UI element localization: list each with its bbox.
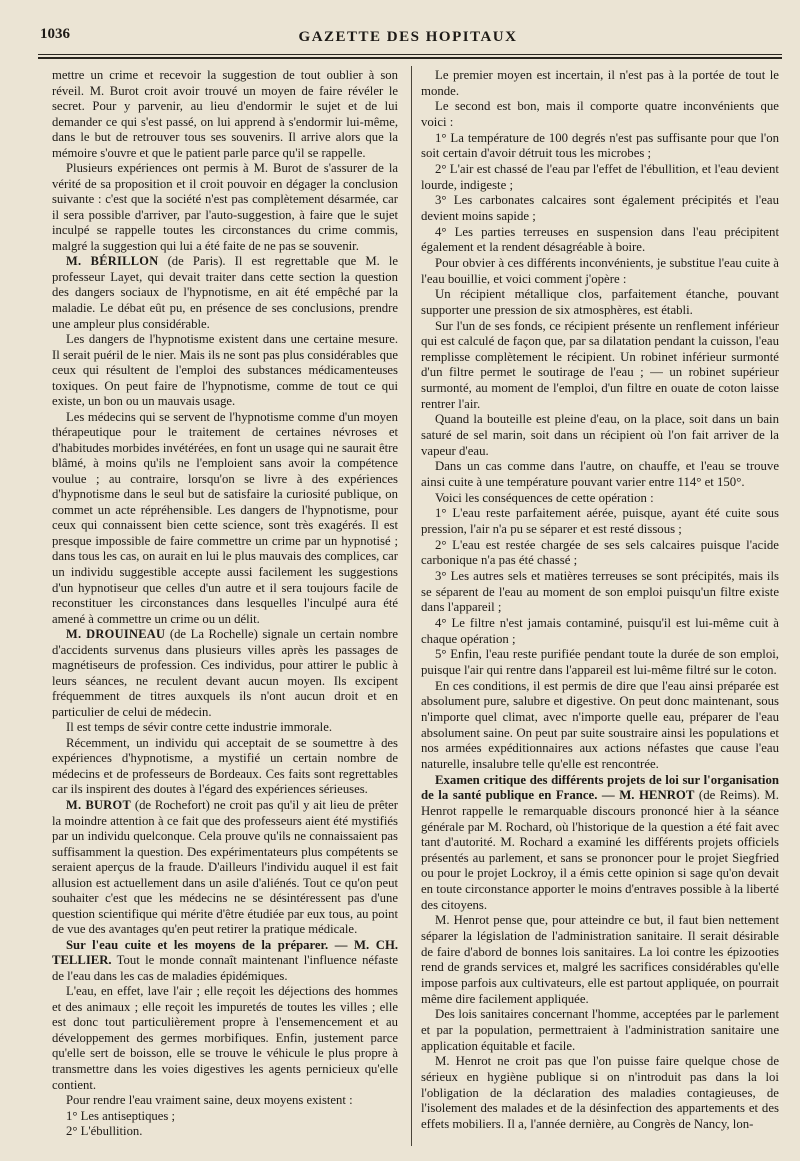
- speaker-name: M. BUROT: [66, 797, 132, 812]
- list-item: 1° Les antiseptiques ;: [66, 1108, 176, 1123]
- paragraph: Dans un cas comme dans l'autre, on chauffe, et l'eau se trouve ainsi cuite à une température pouvant varier entre 114° et 150°.: [421, 459, 779, 490]
- paragraph: [421, 773, 779, 914]
- list-item: 4° Les parties terreuses en suspension dans l'eau précipitent également et la rendent désagréable à boire.: [421, 224, 779, 255]
- page-header: [38, 26, 778, 56]
- paragraph: L'eau, en effet, lave l'air ; elle reçoit les déjections des hommes et des animaux ; elle reçoit les impuretés de toutes les villes ; elle est donc tout particulièrement propre à l'ensemencement et au développement des germes morbifiques. Enfin, justement parce qu'elle sert de boisson, elle se trouve le véhicule le plus propre à transmettre dans les voies digestives les agents pernicieux qu'elle contient.: [52, 984, 398, 1092]
- paragraph: Récemment, un individu qui acceptait de se soumettre à des expériences d'hypnotisme, a mystifié un certain nombre de médecins et de professeurs de Bordeaux. Ces faits sont regrettables car ils inspirent des doutes à l'égard des expériences sérieuses.: [52, 735, 398, 797]
- paragraph: Le second est bon, mais il comporte quatre inconvénients que voici :: [421, 99, 779, 129]
- paragraph: [52, 798, 398, 938]
- paragraph: Plusieurs expériences ont permis à M. Burot de s'assurer de la vérité de sa proposition et il croit pouvoir en dégager la conclusion suivante : c'est que la société n'est pas complètement désarmée, car il sera possible d'arriver, par l'auto-suggestion, à faire que le sujet inculpé se rappelle toutes les circonstances du crime commis, malgré la suggestion qui lui a été faite de ne pas se souvenir.: [52, 161, 398, 253]
- paragraph: mettre un crime et recevoir la suggestion de tout oublier à son réveil. M. Burot croit avoir trouvé un moyen de faire révéler le secret. Pour y parvenir, au lieu d'endormir le sujet et de lui demander ce qui s'est passé, on lui apprend à s'endormir lui-même, dans le but de retrouver tous ses souvenirs. Il arrive alors que la mémoire s'ouvre et que le patient parle parce qu'il se rappelle.: [52, 68, 398, 160]
- paragraph: Quand la bouteille est pleine d'eau, on la place, soit dans un bain saturé de sel marin, soit dans un récipient où l'on fait arriver de la vapeur d'eau.: [421, 412, 779, 458]
- speaker-name: M. DROUINEAU: [66, 627, 166, 642]
- speaker-name: M. BÉRILLON: [66, 254, 159, 269]
- left-column: [52, 68, 398, 1140]
- list-item: 2° L'air est chassé de l'eau par l'effet de l'ébullition, et l'eau devient lourde, indigeste ;: [421, 161, 779, 192]
- paragraph-text: Tout le monde connaît maintenant l'influence néfaste de l'eau dans les cas de maladies épidémiques.: [52, 953, 398, 983]
- header-rule-thick: [38, 57, 782, 59]
- paragraph: Les médecins qui se servent de l'hypnotisme comme d'un moyen thérapeutique pour le traitement de certaines névroses et d'habitudes morbides invétérées, en font un usage qui ne saurait être blâmé, à moins qu'ils ne l'emploient sans avoir la compétence voulue ; au contraire, lorsqu'on se livre à des expériences d'hypnotisme dans le seul but de satisfaire la curiosité publique, on commet un acte répréhensible. Les dangers de l'hypnotisme, pour ceux qui connaissent bien cette science, sont très exagérés. Il est presque impossible de faire commettre un crime par un hypnotisé ; dans tous les cas, on aurait en lui le plus mauvais des complices, car un individu suggestible accepte aussi facilement les suggestions d'un hypnotiseur que celles d'un autre et il sera toujours facile de reconstituer les circonstances dans lesquelles l'inculpé aura été amené à commettre un crime ou un délit.: [52, 409, 398, 626]
- list-item: 3° Les autres sels et matières terreuses se sont précipités, mais ils se séparent de l'eau au moment de son emploi puisqu'un filtre existe dans l'appareil ;: [421, 569, 779, 615]
- paragraph: M. Henrot pense que, pour atteindre ce but, il faut bien nettement séparer la législation de l'administration sanitaire. Il serait désirable de faire d'abord de bonnes lois sanitaires. La loi contre les épizooties rend de grands services et, malgré les sacrifices considérables qu'elle impose parfois aux cultivateurs, elle est partout appliquée, on pourrait même dire facilement appliquée.: [421, 913, 779, 1006]
- paragraph: Voici les conséquences de cette opération :: [435, 490, 654, 505]
- page-number: 1036: [40, 26, 70, 42]
- paragraph-text: (de La Rochelle) signale un certain nombre d'accidents survenus dans plusieurs villes après les passages de magnétiseurs de profession. Ces individus, pour attirer le public à leurs séances, ne reculent devant aucun moyen. Ils excipent fréquemment de titres auxquels ils n'ont aucun droit et en particulier de celui de médecin.: [52, 627, 399, 719]
- list-item: 3° Les carbonates calcaires sont également précipités et l'eau devient moins sapide ;: [421, 193, 779, 223]
- list-item: 4° Le filtre n'est jamais contaminé, puisqu'il est lui-même cuit à chaque opération ;: [421, 615, 779, 646]
- paragraph: Les dangers de l'hypnotisme existent dans une certaine mesure. Il serait puéril de le nier. Mais ils ne sont pas plus considérables que ceux qui résultent de l'emploi des substances médicamenteuses toxiques. On peut faire de l'hypnotisme, comme de tout ce qui existe, un bon ou un mauvais usage.: [52, 332, 398, 409]
- paragraph: Pour rendre l'eau vraiment saine, deux moyens existent :: [66, 1093, 353, 1108]
- paragraph-text: (de Rochefort) ne croit pas qu'il y ait lieu de prêter la moindre attention à ce fait que des professeurs aient été mystifiés par un individu quelconque. Cela prouve qu'ils ne connaissaient pas suffisamment la question. Des expérimentateurs plus compétents se seraient aperçus de la fraude. D'ailleurs l'individu auquel il est fait allusion est actuellement dans un asile d'aliénés. Tout ce qu'on peut souhaiter c'est que les médecins ne se désintéressent pas d'une question scientifique qui mérite d'être étudiée par eux tous, au point de vue des avantages qu'en peut retirer la pratique médicale.: [52, 797, 398, 937]
- paragraph: [52, 938, 398, 985]
- paragraph: En ces conditions, il est permis de dire que l'eau ainsi préparée est absolument pure, salubre et digestive. On peut donc maintenant, sous n'importe quel climat, avec n'importe quelle eau, préparer de l'eau absolument saine. On peut par suite soustraire ainsi les populations et nos armées expéditionnaires aux actions néfastes que cause l'eau naturelle, insalubre telle qu'elle est rencontrée.: [421, 678, 779, 771]
- paragraph: [52, 254, 398, 332]
- section-title: Sur l'eau cuite et les moyens de la préparer. — M. CH. TELLIER.: [52, 937, 398, 968]
- paragraph: Il est temps de sévir contre cette industrie immorale.: [66, 720, 332, 735]
- paragraph: Sur l'un de ses fonds, ce récipient présente un renflement inférieur qui est calculé de façon que, par sa dilatation pendant la cuisson, l'eau remplisse complètement le récipient. Un robinet inférieur surmonté d'un filtre permet le soutirage de l'eau ; — un robinet supérieur surmonté, au moment de l'emploi, d'un filtre en ouate de coton laisse rentrer l'air.: [421, 318, 779, 411]
- journal-title: GAZETTE DES HOPITAUX: [298, 29, 518, 45]
- header-rule: [38, 54, 782, 55]
- column-divider: [411, 66, 412, 1146]
- paragraph: M. Henrot ne croit pas que l'on puisse faire quelque chose de sérieux en hygiène publique si on n'introduit pas dans la loi l'obligation de la déclaration des maladies contagieuses, de l'isolement des malades et de la désinfection des appartements et des effets mobiliers. Il a, l'année dernière, au Congrès de Nancy, lon-: [421, 1054, 779, 1131]
- list-item: 5° Enfin, l'eau reste purifiée pendant toute la durée de son emploi, puisque l'air qui rentre dans l'appareil est lui-même filtré sur le coton.: [421, 647, 779, 677]
- paragraph: Des lois sanitaires concernant l'homme, acceptées par le parlement et par la population, permettraient à l'administration sanitaire une application équitable et facile.: [421, 1007, 779, 1053]
- list-item: 1° L'eau reste parfaitement aérée, puisque, ayant été cuite sous pression, l'air n'a pu se séparer et est resté dissous ;: [421, 506, 779, 537]
- right-column: [421, 68, 779, 1133]
- paragraph-text: (de Reims). M. Henrot rappelle le remarquable discours prononcé hier à la séance générale par M. Rochard, où l'historique de la question a été fait avec tant d'autorité. M. Rochard a examiné les différents projets officiels présentés au parlement, et sans se prononcer pour le projet Siegfried ou pour le projet Lockroy, il a émis cette opinion si sage qu'on devait en toute circonstance apporter le moins d'entraves possible à la liberté des citoyens.: [421, 788, 780, 912]
- paragraph: Un récipient métallique clos, parfaitement étanche, pouvant supporter une pression de six atmosphères, est établi.: [421, 287, 779, 317]
- section-title: Examen critique des différents projets de loi sur l'organisation de la santé publique en France. — M. HENROT: [421, 772, 779, 803]
- paragraph: [52, 627, 398, 720]
- paragraph: Pour obvier à ces différents inconvénients, je substitue l'eau cuite à l'eau bouillie, et voici comment j'opère :: [421, 255, 779, 286]
- list-item: 2° L'eau est restée chargée de ses sels calcaires puisque l'acide carbonique n'a pas été chassé ;: [421, 537, 779, 568]
- paragraph: Le premier moyen est incertain, il n'est pas à la portée de tout le monde.: [421, 68, 779, 98]
- list-item: 2° L'ébullition.: [66, 1124, 143, 1139]
- paragraph-text: (de Paris). Il est regrettable que M. le professeur Layet, qui devait traiter dans cette section la question des dangers sociaux de l'hypnotisme, en ait été empêché par la maladie. Le débat eût pu, en présence de ses conclusions, prendre une ampleur plus considérable.: [52, 254, 398, 331]
- list-item: 1° La température de 100 degrés n'est pas suffisante pour que l'on soit certain d'avoir détruit tous les microbes ;: [421, 130, 779, 161]
